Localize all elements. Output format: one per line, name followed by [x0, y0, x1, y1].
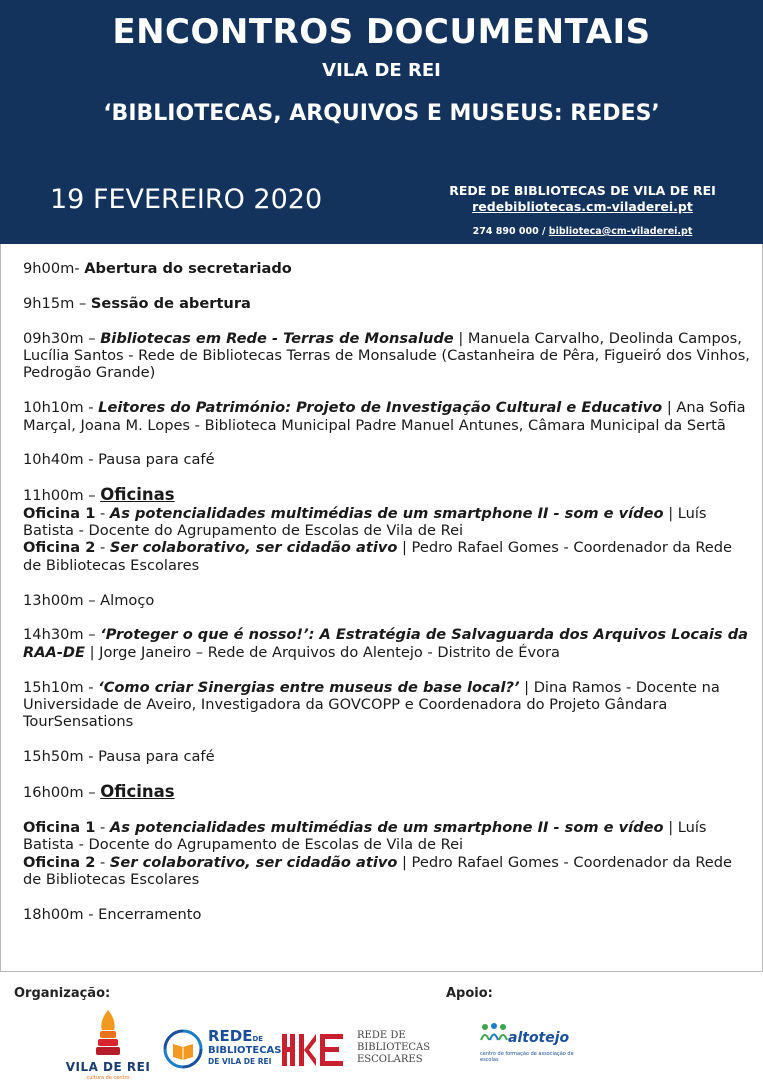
- workshop-label: Oficina 1: [23, 504, 96, 522]
- workshop-title: Ser colaborativo, ser cidadão ativo: [109, 853, 398, 871]
- event-title: ENCONTROS DOCUMENTAIS: [112, 12, 651, 52]
- event-date: 19 FEVEREIRO 2020: [50, 184, 323, 215]
- item-detail: | Jorge Janeiro – Rede de Arquivos do Alentejo - Distrito de Évora: [84, 643, 560, 661]
- item-title: ‘Como criar Sinergias entre museus de base local?’: [98, 678, 520, 696]
- program-item-workshops: [23, 486, 751, 574]
- workshop-title: Ser colaborativo, ser cidadão ativo: [109, 539, 398, 557]
- event-theme: ‘BIBLIOTECAS, ARQUIVOS E MUSEUS: REDES’: [103, 101, 660, 126]
- rbe-letters-icon: [282, 1032, 352, 1068]
- support-label: Apoio:: [446, 986, 493, 1001]
- altotejo-logo-subtitle: centro de formação de associação de escolas: [480, 1051, 574, 1063]
- workshop-2: [23, 539, 751, 574]
- item-title: Leitores do Património: Projeto de Investigação Cultural e Educativo: [98, 399, 663, 417]
- workshops-heading: Oficinas: [100, 485, 175, 505]
- altotejo-figures-icon: [480, 1022, 510, 1044]
- spacer: [23, 801, 751, 818]
- item-time: 15h10m -: [23, 678, 99, 696]
- altotejo-logo: [480, 1020, 580, 1066]
- item-title: Abertura do secretariado: [84, 260, 292, 277]
- item-time: 11h00m –: [23, 487, 101, 505]
- workshop-detail: | Luís Batista - Docente do Agrupamento de Escolas de Vila de Rei: [23, 818, 707, 854]
- item-title: Bibliotecas em Rede - Terras de Monsalude: [100, 329, 454, 347]
- header-banner: [0, 0, 763, 244]
- rede-logo-line3: DE VILA DE REI: [208, 1057, 272, 1066]
- altotejo-logo-text: altotejo: [508, 1030, 570, 1046]
- contact-line: [440, 226, 725, 237]
- flame-tower-icon: [62, 1008, 154, 1056]
- email-link[interactable]: biblioteca@cm-viladerei.pt: [548, 226, 693, 237]
- phone-number: 274 890 000 /: [472, 226, 549, 237]
- event-location: VILA DE REI: [322, 60, 441, 81]
- rbe-logo-line1: REDE DE: [357, 1030, 406, 1041]
- network-name: REDE DE BIBLIOTECAS DE VILA DE REI: [449, 183, 716, 198]
- rbe-logo-line3: ESCOLARES: [357, 1054, 423, 1065]
- item-time: 16h00m –: [23, 784, 101, 802]
- book-cycle-icon: [161, 1027, 205, 1071]
- program-item: 10h40m - Pausa para café: [23, 451, 215, 469]
- rbe-logo: [282, 1030, 432, 1070]
- organization-label: Organização:: [14, 986, 111, 1001]
- separator: -: [95, 853, 110, 871]
- rede-bibliotecas-logo: [161, 1027, 282, 1073]
- rede-logo-de: DE: [252, 1035, 264, 1043]
- program-item: 15h50m - Pausa para café: [23, 748, 215, 766]
- vila-de-rei-logo: [62, 1008, 154, 1078]
- workshop-2: [23, 854, 751, 889]
- program-item: [23, 295, 751, 312]
- item-time: 14h30m –: [23, 626, 101, 644]
- workshop-1: [23, 505, 751, 540]
- item-time: 09h30m –: [23, 329, 101, 347]
- program-item: 13h00m – Almoço: [23, 591, 155, 609]
- program-item: [23, 330, 751, 382]
- program-item-workshops: [23, 783, 751, 888]
- workshop-1: [23, 819, 751, 854]
- workshop-detail: | Pedro Rafael Gomes - Coordenador da Rede de Bibliotecas Escolares: [23, 853, 733, 889]
- vila-de-rei-logo-tagline: cultura de centro: [86, 1075, 130, 1080]
- item-title: ‘Proteger o que é nosso!’: A Estratégia de Salvaguarda dos Arquivos Locais da RAA-DE: [23, 626, 748, 661]
- network-info: [440, 183, 725, 237]
- program-item: [23, 626, 751, 661]
- rede-logo-word: REDE: [208, 1027, 253, 1045]
- item-title: Sessão de abertura: [90, 294, 251, 312]
- workshop-label: Oficina 1: [23, 818, 96, 836]
- workshop-title: As potencialidades multimédias de um smartphone II - som e vídeo: [109, 818, 664, 836]
- workshop-detail: | Pedro Rafael Gomes - Coordenador da Rede de Bibliotecas Escolares: [23, 539, 733, 574]
- program-item: [23, 399, 751, 434]
- item-time: 10h10m -: [23, 399, 99, 417]
- program-list: [23, 260, 751, 941]
- program-item: 18h00m - Encerramento: [23, 905, 202, 923]
- vila-de-rei-logo-text: VILA DE REI: [65, 1060, 151, 1074]
- separator: -: [95, 539, 110, 557]
- item-detail: | Dina Ramos - Docente na Universidade de Aveiro, Investigadora da GOVCOPP e Coordenadora do Projeto Gândara TourSensations: [23, 678, 720, 731]
- rbe-logo-line2: BIBLIOTECAS: [357, 1042, 431, 1053]
- workshop-label: Oficina 2: [23, 539, 96, 557]
- item-time: 9h15m –: [23, 294, 91, 312]
- workshops-heading: Oficinas: [100, 782, 175, 802]
- item-detail: | Ana Sofia Marçal, Joana M. Lopes - Biblioteca Municipal Padre Manuel Antunes, Câmara Municipal da Sertã: [23, 399, 746, 434]
- rede-logo-line2: BIBLIOTECAS: [208, 1045, 282, 1056]
- separator: -: [95, 504, 110, 522]
- program-item: [23, 679, 751, 731]
- workshop-detail: | Luís Batista - Docente do Agrupamento de Escolas de Vila de Rei: [23, 504, 707, 540]
- program-item: [23, 260, 751, 277]
- website-link[interactable]: redebibliotecas.cm-viladerei.pt: [472, 199, 693, 214]
- workshop-label: Oficina 2: [23, 853, 96, 871]
- item-time: 9h00m-: [23, 260, 85, 277]
- item-detail: | Manuela Carvalho, Deolinda Campos, Lucília Santos - Rede de Bibliotecas Terras de Monsalude (Castanheira de Pêra, Figueiró dos Vinhos, Pedrogão Grande): [23, 329, 750, 382]
- workshop-title: As potencialidades multimédias de um smartphone II - som e vídeo: [109, 504, 664, 522]
- separator: -: [95, 818, 110, 836]
